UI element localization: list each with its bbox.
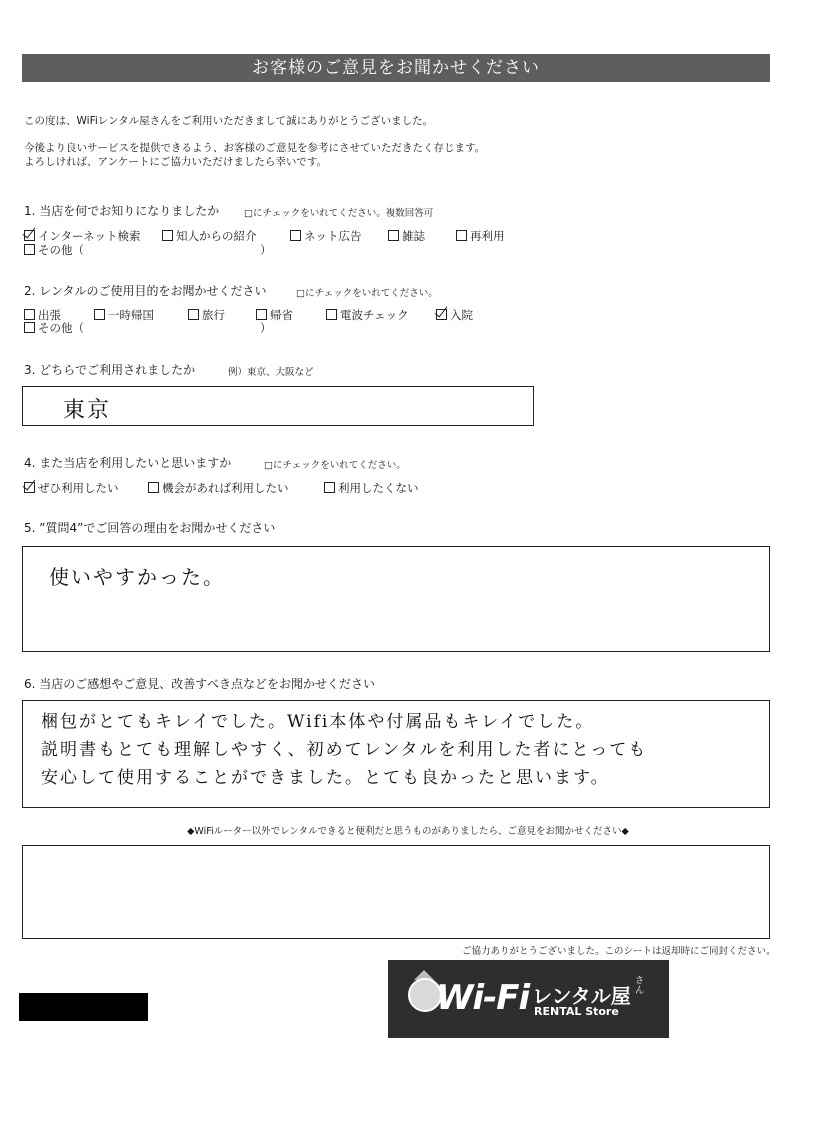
q6-answer-box[interactable] bbox=[22, 700, 770, 808]
intro-line-3: よろしければ、アンケートにご協力いただけましたら幸いです。 bbox=[24, 156, 328, 168]
intro-line-2: 今後より良いサービスを提供できるよう、お客様のご意見を参考にさせていただきたく存じます。 bbox=[24, 142, 486, 154]
logo-en-text: RENTAL Store bbox=[534, 1005, 619, 1018]
q4-option-if-chance[interactable]: 機会があれば利用したい bbox=[148, 480, 289, 496]
q6-title: 6. 当店のご感想やご意見、改善すべき点などをお聞かせください bbox=[24, 677, 376, 691]
q4-note: □にチェックをいれてください。 bbox=[264, 460, 406, 471]
q2-option-homecoming[interactable]: 帰省 bbox=[256, 307, 293, 323]
q2-option-business[interactable]: 出張 bbox=[24, 307, 61, 323]
checkbox-icon[interactable] bbox=[324, 482, 335, 493]
checkbox-icon[interactable] bbox=[24, 244, 35, 255]
q7-title: ◆WiFiルーター以外でレンタルできると便利だと思うものがありましたら、ご意見をお聞かせください◆ bbox=[187, 826, 629, 837]
checkbox-icon[interactable] bbox=[24, 309, 35, 320]
checkbox-icon[interactable] bbox=[388, 230, 399, 241]
checkbox-icon[interactable] bbox=[456, 230, 467, 241]
footer-note: ご協力ありがとうございました。このシートは返却時にご同封ください。 bbox=[462, 946, 776, 957]
q1-option-other[interactable]: その他（ bbox=[24, 242, 84, 258]
q3-answer-box[interactable] bbox=[22, 386, 534, 426]
q2-option-temporary-return[interactable]: 一時帰国 bbox=[94, 307, 154, 323]
page-title: お客様のご意見をお聞かせください bbox=[22, 54, 770, 82]
q1-option-reuse[interactable]: 再利用 bbox=[456, 228, 505, 244]
q2-option-travel[interactable]: 旅行 bbox=[188, 307, 225, 323]
q5-answer: 使いやすかった。 bbox=[49, 565, 225, 589]
q2-option-hospital[interactable]: 入院 bbox=[436, 307, 473, 323]
q3-answer: 東京 bbox=[63, 398, 112, 423]
checkbox-icon[interactable] bbox=[256, 309, 267, 320]
q1-option-referral[interactable]: 知人からの紹介 bbox=[162, 228, 257, 244]
q2-other-close: ） bbox=[260, 321, 272, 335]
q4-option-no[interactable]: 利用したくない bbox=[324, 480, 419, 496]
q1-other-close: ） bbox=[260, 243, 272, 257]
redaction-block bbox=[19, 993, 148, 1021]
q4-title: 4. また当店を利用したいと思いますか bbox=[24, 456, 232, 470]
q6-answer-line-2: 説明書もとても理解しやすく、初めてレンタルを利用した者にとっても bbox=[41, 740, 648, 760]
q1-option-net-ad[interactable]: ネット広告 bbox=[290, 228, 362, 244]
checkbox-icon[interactable] bbox=[148, 482, 159, 493]
q2-option-signal-check[interactable]: 電波チェック bbox=[326, 307, 409, 323]
logo-wifi-text: Wi-Fi bbox=[436, 978, 530, 1018]
q1-option-internet[interactable]: インターネット検索 bbox=[24, 228, 140, 244]
q3-note: 例）東京、大阪など bbox=[228, 367, 314, 378]
checkbox-icon[interactable] bbox=[94, 309, 105, 320]
checkbox-icon[interactable] bbox=[162, 230, 173, 241]
q3-title: 3. どちらでご利用されましたか bbox=[24, 363, 196, 377]
q2-option-other[interactable]: その他（ bbox=[24, 320, 84, 336]
checkbox-icon[interactable] bbox=[326, 309, 337, 320]
logo-san-text: さん bbox=[635, 976, 645, 996]
checkbox-icon[interactable] bbox=[290, 230, 301, 241]
checkbox-checked-icon[interactable] bbox=[436, 309, 447, 320]
checkbox-checked-icon[interactable] bbox=[24, 230, 35, 241]
intro-line-1: この度は、WiFiレンタル屋さんをご利用いただきまして誠にありがとうございました。 bbox=[24, 115, 434, 127]
q1-note: □にチェックをいれてください。複数回答可 bbox=[244, 208, 434, 219]
q5-answer-box[interactable] bbox=[22, 546, 770, 652]
q4-option-definitely[interactable]: ぜひ利用したい bbox=[24, 480, 119, 496]
q2-note: □にチェックをいれてください。 bbox=[296, 288, 438, 299]
q5-title: 5. ”質問4”でご回答の理由をお聞かせください bbox=[24, 521, 276, 535]
q1-option-magazine[interactable]: 雑誌 bbox=[388, 228, 425, 244]
q6-answer-line-1: 梱包がとてもキレイでした。Wifi本体や付属品もキレイでした。 bbox=[41, 712, 595, 732]
checkbox-icon[interactable] bbox=[188, 309, 199, 320]
q7-answer-box[interactable] bbox=[22, 845, 770, 939]
checkbox-icon[interactable] bbox=[24, 322, 35, 333]
q2-title: 2. レンタルのご使用目的をお聞かせください bbox=[24, 284, 267, 298]
q6-answer-line-3: 安心して使用することができました。とても良かったと思います。 bbox=[41, 768, 610, 788]
checkbox-checked-icon[interactable] bbox=[24, 482, 35, 493]
q1-title: 1. 当店を何でお知りになりましたか bbox=[24, 204, 220, 218]
logo-jp-text: レンタル屋 bbox=[532, 984, 631, 1008]
